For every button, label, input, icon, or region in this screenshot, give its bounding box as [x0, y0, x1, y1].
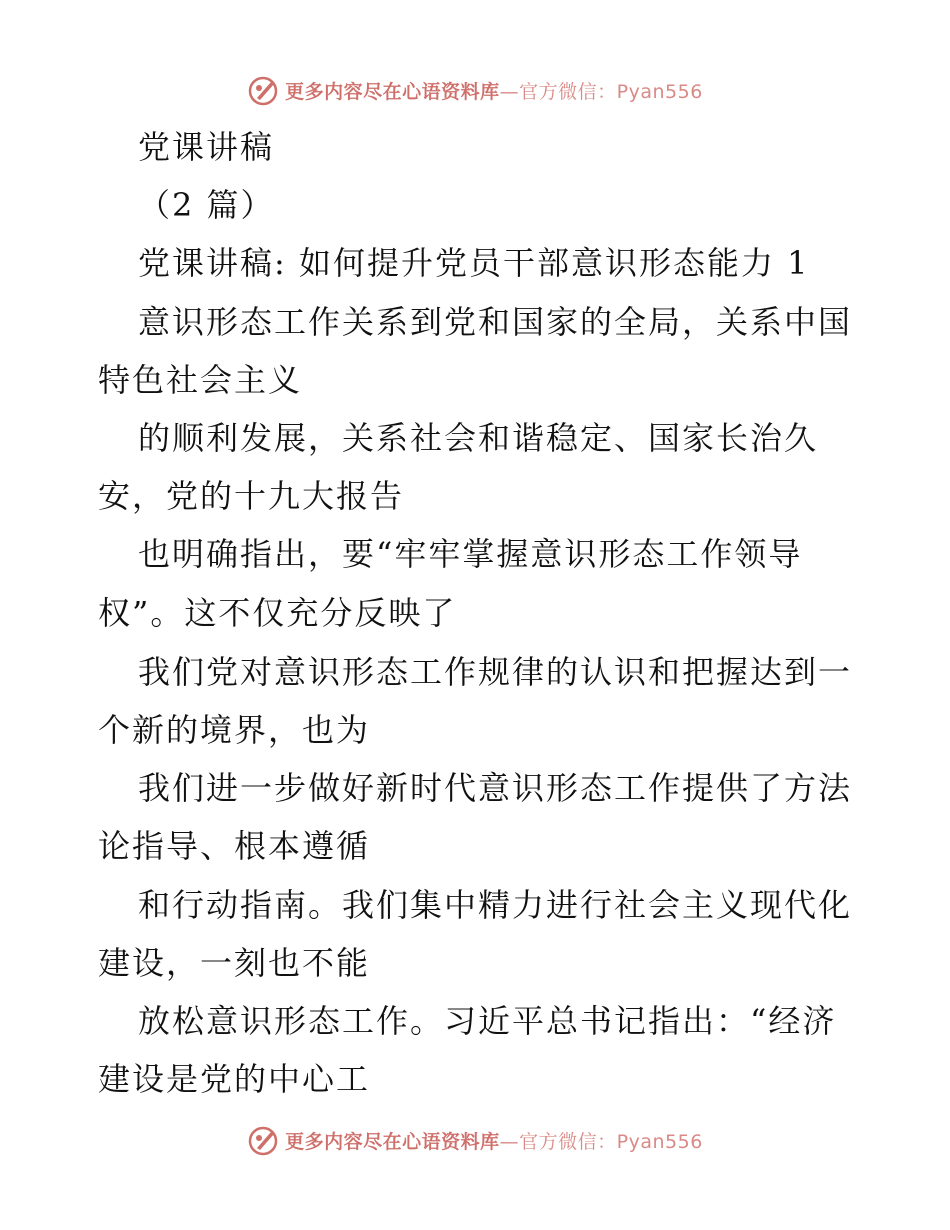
paragraph-line: 意识形态工作关系到党和国家的全局，关系中国 — [138, 303, 853, 341]
paragraph-line: 论指导、根本遵循 — [98, 827, 371, 865]
paragraph-line: 安，党的十九大报告 — [98, 477, 405, 515]
paragraph-line: 特色社会主义 — [98, 361, 303, 399]
paragraph-line: 和行动指南。我们集中精力进行社会主义现代化 — [138, 886, 853, 924]
paragraph-line: 我们党对意识形态工作规律的认识和把握达到一 — [138, 653, 853, 691]
paragraph-line: 个新的境界，也为 — [98, 711, 371, 749]
watermark-text — [285, 1127, 703, 1154]
watermark-text — [285, 77, 703, 104]
quill-logo-icon — [247, 1124, 279, 1156]
watermark-contact: 官方微信：Pyan556 — [519, 80, 703, 103]
paragraph-line: 的顺利发展，关系社会和谐稳定、国家长治久 — [138, 419, 819, 457]
paragraph-line: 建设是党的中心工 — [98, 1060, 371, 1098]
watermark-separator: — — [499, 80, 520, 103]
watermark-brand: 更多内容尽在心语资料库 — [285, 80, 500, 103]
paragraph-line: 建设，一刻也不能 — [98, 944, 371, 982]
paragraph-line: 权”。这不仅充分反映了 — [98, 594, 457, 632]
paragraph-line: 放松意识形态工作。习近平总书记指出：“经济 — [138, 1002, 837, 1040]
document-subtitle: 党课讲稿: 如何提升党员干部意识形态能力 1 — [138, 244, 810, 282]
watermark-contact: 官方微信：Pyan556 — [519, 1130, 703, 1153]
header-watermark — [0, 70, 950, 110]
footer-watermark — [0, 1120, 950, 1160]
paragraph-line: 我们进一步做好新时代意识形态工作提供了方法 — [138, 769, 853, 807]
paragraph-line: 也明确指出，要“牢牢掌握意识形态工作领导 — [138, 535, 803, 573]
watermark-brand: 更多内容尽在心语资料库 — [285, 1130, 500, 1153]
quill-logo-icon — [247, 74, 279, 106]
document-title: 党课讲稿 — [138, 128, 275, 166]
document-count: （2 篇） — [138, 186, 275, 224]
watermark-separator: — — [499, 1130, 520, 1153]
